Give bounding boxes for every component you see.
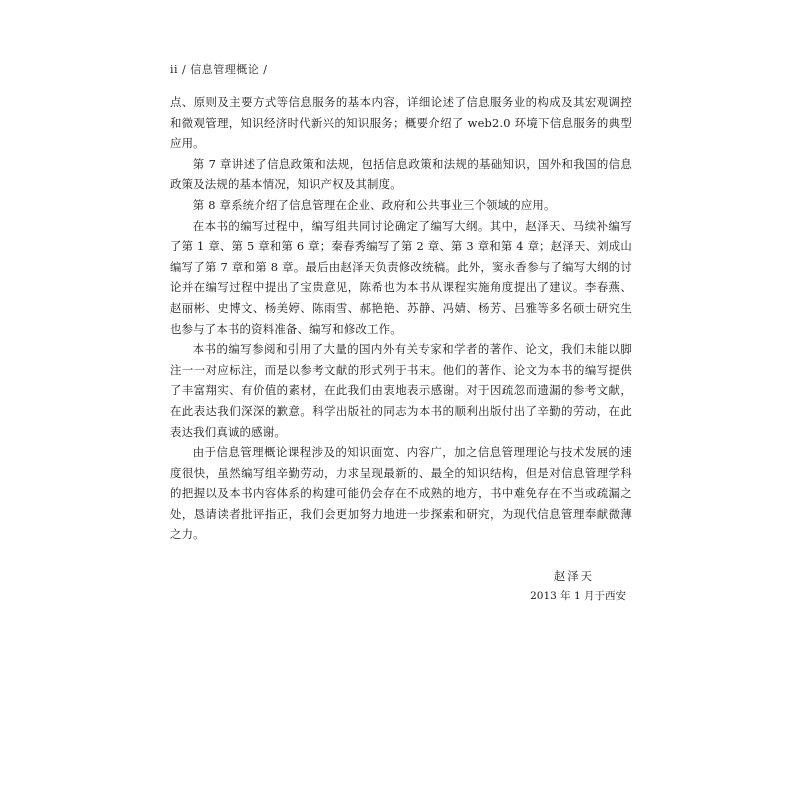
paragraph: 在本书的编写过程中，编写组共同讨论确定了编写大纲。其中，赵泽天、马续补编写了第 1 章、第 5 章和第 6 章；秦春秀编写了第 2 章、第 3 章和第 4 章；赵泽天、刘成山编写了第 7 章和第 8 章。最后由赵泽天负责修改统稿。此外，窦永香参与了编写大纲的讨论并在编写过程中提出了宝贵意见，陈希也为本书从课程实施角度提出了建议。李春燕、赵丽彬、史博文、杨美婷、陈雨雪、郝艳艳、苏静、冯婧、杨芳、吕雅等多名硕士研究生也参与了本书的资料准备、编写和修改工作。	[170, 218, 632, 336]
body-text	[170, 92, 632, 545]
paragraph: 由于信息管理概论课程涉及的知识面宽、内容广，加之信息管理理论与技术发展的速度很快，虽然编写组辛勤劳动，力求呈现最新的、最全的知识结构，但是对信息管理学科的把握以及本书内容体系的构建可能仍会存在不成熟的地方，书中难免存在不当或疏漏之处，恳请读者批评指正，我们会更加努力地进一步探索和研究，为现代信息管理奉献微薄之力。	[170, 445, 632, 542]
paragraph: 点、原则及主要方式等信息服务的基本内容，详细论述了信息服务业的构成及其宏观调控和微观管理，知识经济时代新兴的知识服务；概要介绍了 web2.0 环境下信息服务的典型应用。	[170, 95, 632, 151]
paragraph: 第 8 章系统介绍了信息管理在企业、政府和公共事业三个领域的应用。	[192, 197, 556, 212]
signature-author: 赵泽天	[553, 569, 594, 584]
paragraph: 第 7 章讲述了信息政策和法规，包括信息政策和法规的基础知识，国外和我国的信息政策及法规的基本情况，知识产权及其制度。	[170, 156, 632, 192]
signature-date: 2013 年 1 月于西安	[530, 590, 626, 603]
page-content	[170, 62, 632, 606]
paragraph: 本书的编写参阅和引用了大量的国内外有关专家和学者的著作、论文，我们未能以脚注一一对应标注，而是以参考文献的形式列于书末。他们的著作、论文为本书的编写提供了丰富翔实、有价值的素材，在此我们由衷地表示感谢。对于因疏忽而遗漏的参考文献，在此表达我们深深的歉意。科学出版社的同志为本书的顺利出版付出了辛勤的劳动，在此表达我们真诚的感谢。	[170, 342, 632, 439]
signature-block	[170, 566, 632, 606]
running-header: ii / 信息管理概论 /	[170, 63, 268, 76]
